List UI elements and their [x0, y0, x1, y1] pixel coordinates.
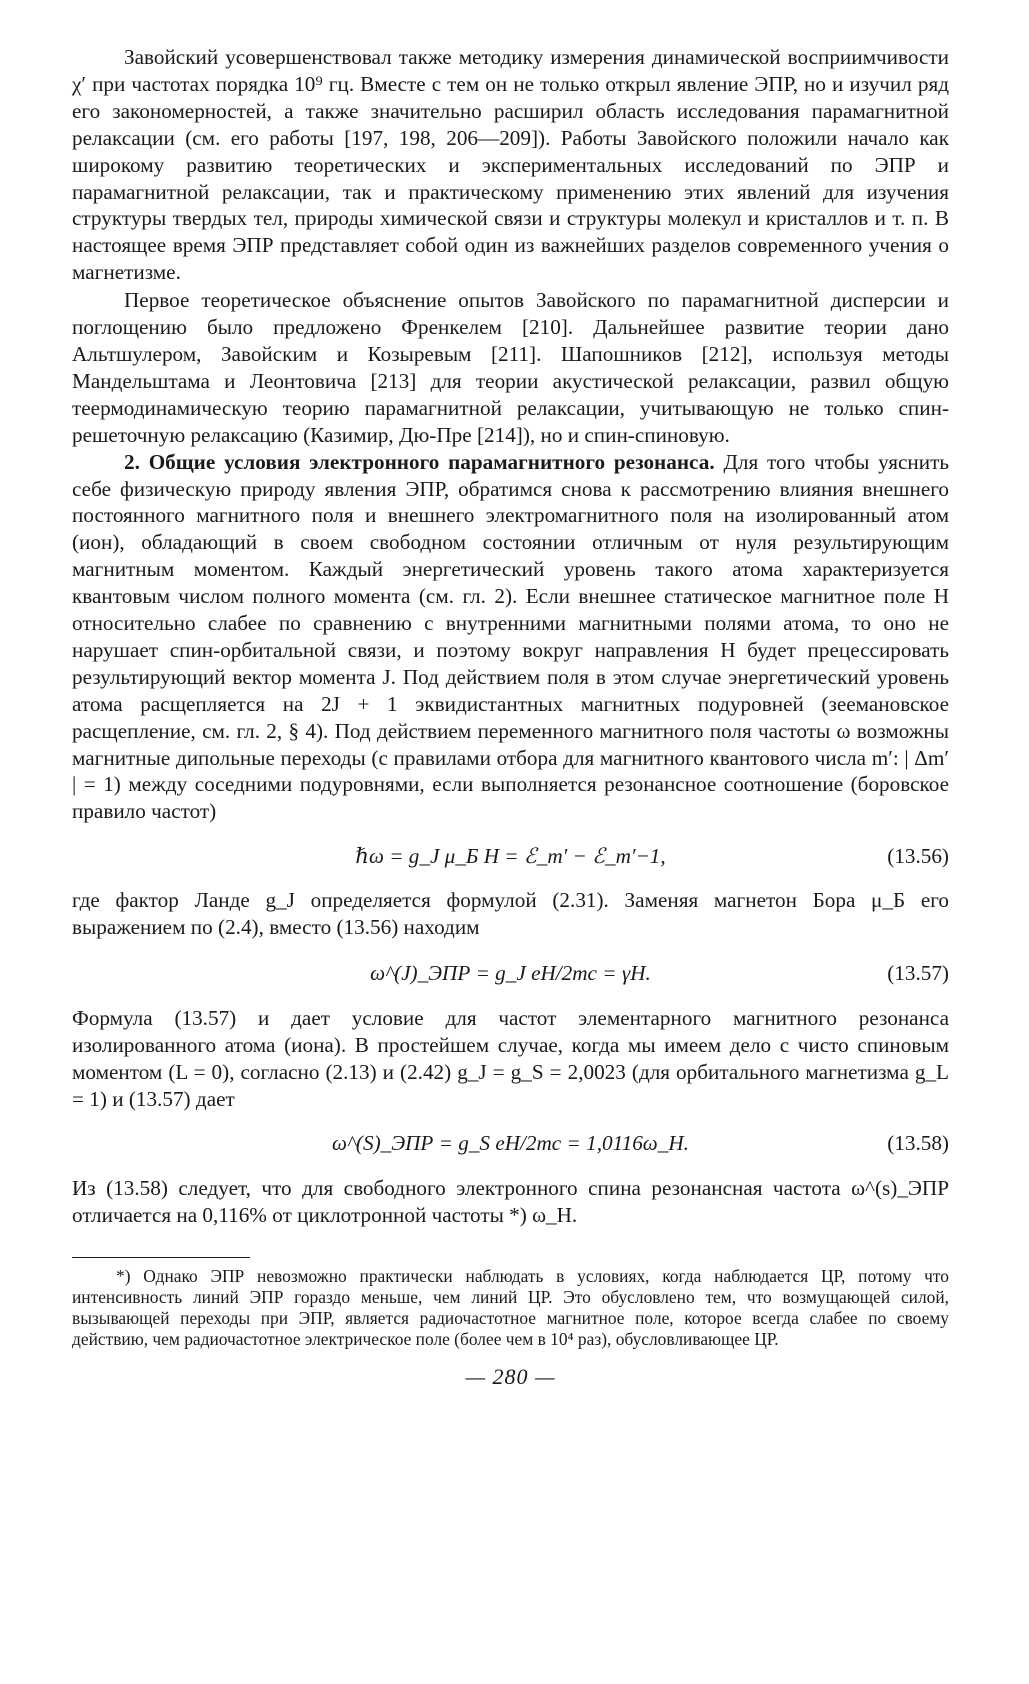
formula-13-56	[72, 825, 949, 887]
formula-13-58-text: ω^(S)_ЭПР = g_S eH/2mc = 1,0116ω_H.	[332, 1131, 689, 1156]
formula-13-57-text: ω^(J)_ЭПР = g_J eH/2mc = γH.	[370, 960, 651, 985]
footnote-divider	[72, 1257, 250, 1258]
paragraph-theory: Первое теоретическое объяснение опытов Завойского по парамагнитной дисперсии и поглощению было предложено Френкелем [210]. Дальнейшее развитие теории дано Альтшулером, Завойским и Козыревым [211]. Шапошников [212], используя методы Мандельштама и Леонтовича [213] для теории акустической релаксации, развил общую теермодинамическую теорию парамагнитной релаксации, учитывающую не только спин-решеточную релаксацию (Казимир, Дю-Пре [214]), но и спин-спиновую.	[72, 288, 949, 447]
formula-13-57-number: (13.57)	[887, 960, 949, 985]
paragraph-zavoisky: Завойский усовершенствовал также методику измерения динамической восприимчивости χ′ при частотах порядка 10⁹ гц. Вместе с тем он не только открыл явление ЭПР, но и изучил ряд его закономерностей, а также значительно расширил область исследования парамагнитной релаксации (см. его работы [197, 198, 206—209]). Работы Завойского положили начало как широкому развитию теоретических и экспериментальных исследований по ЭПР и парамагнитной релаксации, так и практическому применению этих явлений для изучения структуры твердых тел, природы химической связи и структуры молекул и кристаллов и т. п. В настоящее время ЭПР представляет собой один из важнейших разделов современного учения о магнетизме.	[72, 45, 949, 285]
page-number: — 280 —	[465, 1364, 556, 1390]
paragraph-lande: где фактор Ланде g_J определяется формулой (2.31). Заменяя магнетон Бора μ_Б его выражением по (2.4), вместо (13.56) находим	[72, 888, 949, 940]
section-title: 2. Общие условия электронного парамагнитного резонанса.	[124, 449, 715, 474]
section-body: Для того чтобы уяснить себе физическую природу явления ЭПР, обратимся снова к рассмотрению влияния внешнего постоянного магнитного поля и внешнего электромагнитного поля на изолированный атом (ион), обладающий в своем свободном состоянии отличным от нуля результирующим магнитным моментом. Каждый энергетический уровень такого атома характеризуется квантовым числом полного момента (см. гл. 2). Если внешнее статическое магнитное поле H относительно слабее по сравнению с внутренними магнитными полями атома, то оно не нарушает спин-орбитальной связи, и поэтому вокруг направления H будет прецессировать результирующий вектор момента J. Под действием поля в этом случае энергетический уровень атома расщепляется на 2J + 1 эквидистантных магнитных подуровней (зеемановское расщепление, см. гл. 2, § 4). Под действием переменного магнитного поля частоты ω возможны магнитные дипольные переходы (с правилами отбора для магнитного квантового числа m′: | Δm′ | = 1) между соседними подуровнями, если выполняется резонансное соотношение (боровское правило частот)	[72, 449, 949, 824]
footnote: *) Однако ЭПР невозможно практически наблюдать в условиях, когда наблюдается ЦР, потому что интенсивность линий ЭПР гораздо меньше, чем линий ЦР. Это обусловлено тем, что возмущающей силой, вызывающей переходы при ЭПР, является радиочастотное магнитное поле, которое всегда слабее по своему действию, чем радиочастотное электрическое поле (более чем в 10⁴ раз), обусловливающее ЦР.	[72, 1265, 949, 1350]
formula-13-58	[72, 1113, 949, 1175]
paragraph-conclusion: Из (13.58) следует, что для свободного электронного спина резонансная частота ω^(s)_ЭПР отличается на 0,116% от циклотронной частоты *) ω_H.	[72, 1175, 949, 1227]
formula-13-56-number: (13.56)	[887, 843, 949, 868]
paragraph-resonance: Формула (13.57) и дает условие для частот элементарного магнитного резонанса изолированного атома (иона). В простейшем случае, когда мы имеем дело с чисто спиновым моментом (L = 0), согласно (2.13) и (2.42) g_J = g_S = 2,0023 (для орбитального магнетизма g_L = 1) и (13.57) дает	[72, 1006, 949, 1111]
formula-13-57	[72, 941, 949, 1005]
formula-13-58-number: (13.58)	[887, 1131, 949, 1156]
paragraph-section-2	[72, 449, 949, 826]
formula-13-56-text: ℏω = g_J μ_Б H = ℰ_m′ − ℰ_m′−1,	[355, 843, 666, 868]
